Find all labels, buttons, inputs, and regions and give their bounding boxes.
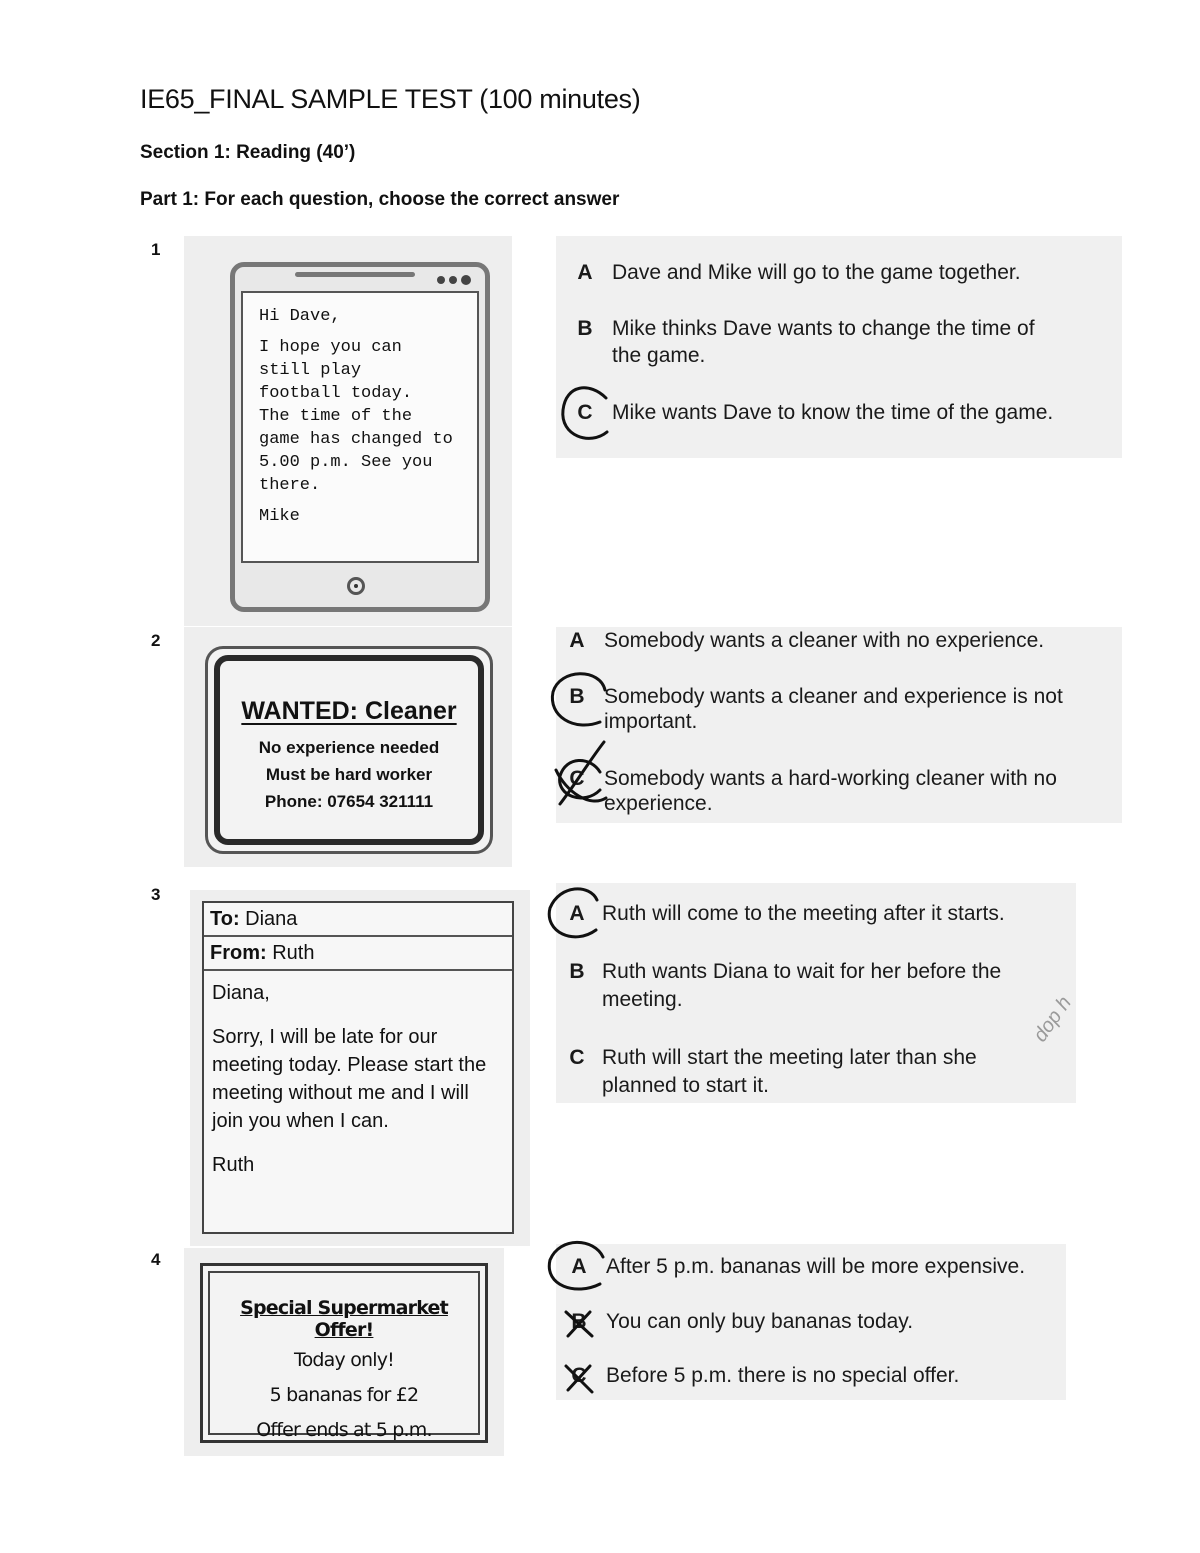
wanted-sign-inner-border (214, 655, 484, 845)
option-letter: B (569, 685, 585, 708)
option-text: Somebody wants a hard-working cleaner with no (604, 767, 1057, 790)
memo-body (204, 971, 512, 1179)
page-title: IE65_FINAL SAMPLE TEST (100 minutes) (140, 84, 641, 114)
sign-line: Phone: 07654 321111 (264, 792, 434, 811)
memo-to-label: To: (210, 908, 240, 930)
question-2-options (556, 627, 1122, 823)
option-text-line-2: planned to start it. (602, 1074, 769, 1097)
question-4-options (556, 1244, 1066, 1400)
question-number-2: 2 (151, 631, 161, 650)
option-text: Somebody wants a cleaner with no experience. (604, 629, 1045, 652)
phone-camera-dot (437, 276, 445, 284)
message-greeting: Hi Dave, (259, 307, 341, 326)
option-text: Ruth will start the meeting later than she (602, 1046, 977, 1069)
option-letter: C (569, 767, 585, 790)
offer-title: Special Supermarket Offer! (240, 1297, 448, 1341)
option-text: Ruth will come to the meeting after it starts. (602, 902, 1005, 925)
option-text: After 5 p.m. bananas will be more expensive. (606, 1255, 1026, 1278)
part-heading: Part 1: For each question, choose the correct answer (140, 189, 620, 210)
option-letter: B (569, 960, 585, 983)
option-text: Somebody wants a cleaner and experience is not (604, 685, 1063, 708)
offer-sign-inner-border (208, 1271, 480, 1441)
memo-message: Sorry, I will be late for our meeting today. Please start the meeting without me and I will join you when I can. (212, 1026, 487, 1132)
memo-salutation: Diana, (212, 982, 270, 1004)
phone-speaker (295, 272, 415, 277)
question-number-3: 3 (151, 885, 161, 904)
option-text: Ruth wants Diana to wait for her before the (602, 960, 1002, 983)
memo-from-row (204, 937, 512, 971)
section-heading: Section 1: Reading (40’) (140, 142, 356, 163)
memo-to-row (204, 903, 512, 937)
text-message-screen (241, 291, 479, 563)
option-text-line-2: important. (604, 710, 698, 733)
message-signature: Mike (259, 507, 300, 526)
question-number-4: 4 (151, 1250, 161, 1269)
offer-line: 5 bananas for £2 (269, 1384, 419, 1406)
option-letter: A (571, 1255, 587, 1278)
option-letter: A (577, 261, 593, 284)
option-letter: B (571, 1310, 587, 1333)
offer-line: Offer ends at 5 p.m. (256, 1419, 432, 1441)
phone-home-button (347, 577, 365, 595)
option-letter: B (577, 317, 593, 340)
option-text: Mike thinks Dave wants to change the time of (612, 317, 1035, 340)
handwritten-watermark: dop h (1029, 992, 1076, 1047)
supermarket-offer-sign (200, 1263, 488, 1443)
memo-signature: Ruth (212, 1154, 255, 1176)
option-text: Dave and Mike will go to the game together. (612, 261, 1021, 284)
option-letter: A (569, 629, 585, 652)
option-text: Before 5 p.m. there is no special offer. (606, 1364, 960, 1387)
option-text-line-2: experience. (604, 792, 713, 815)
phone-camera-dot (449, 276, 457, 284)
memo-note (202, 901, 514, 1234)
message-body: I hope you can still play football today. The time of the game has changed to 5.00 p.m. See you there. (259, 338, 453, 495)
option-letter: A (569, 902, 585, 925)
wanted-sign (205, 646, 493, 854)
offer-line: Today only! (294, 1349, 394, 1371)
phone-camera-dot (461, 275, 471, 285)
sign-title: WANTED: Cleaner (241, 697, 457, 725)
option-letter: C (571, 1364, 587, 1387)
option-letter: C (577, 401, 593, 424)
phone-illustration (230, 262, 490, 612)
option-text: You can only buy bananas today. (606, 1310, 914, 1333)
option-text: Mike wants Dave to know the time of the game. (612, 401, 1054, 424)
option-text-line-2: the game. (612, 344, 706, 367)
sign-line: No experience needed (258, 738, 440, 757)
sign-line: Must be hard worker (265, 765, 433, 784)
option-text-line-2: meeting. (602, 988, 683, 1011)
question-1-options (556, 236, 1122, 458)
memo-to-value: Diana (245, 908, 298, 930)
question-number-1: 1 (151, 240, 161, 259)
question-3-options (556, 883, 1076, 1103)
memo-from-label: From: (210, 942, 267, 964)
memo-from-value: Ruth (272, 942, 315, 964)
option-letter: C (569, 1046, 585, 1069)
